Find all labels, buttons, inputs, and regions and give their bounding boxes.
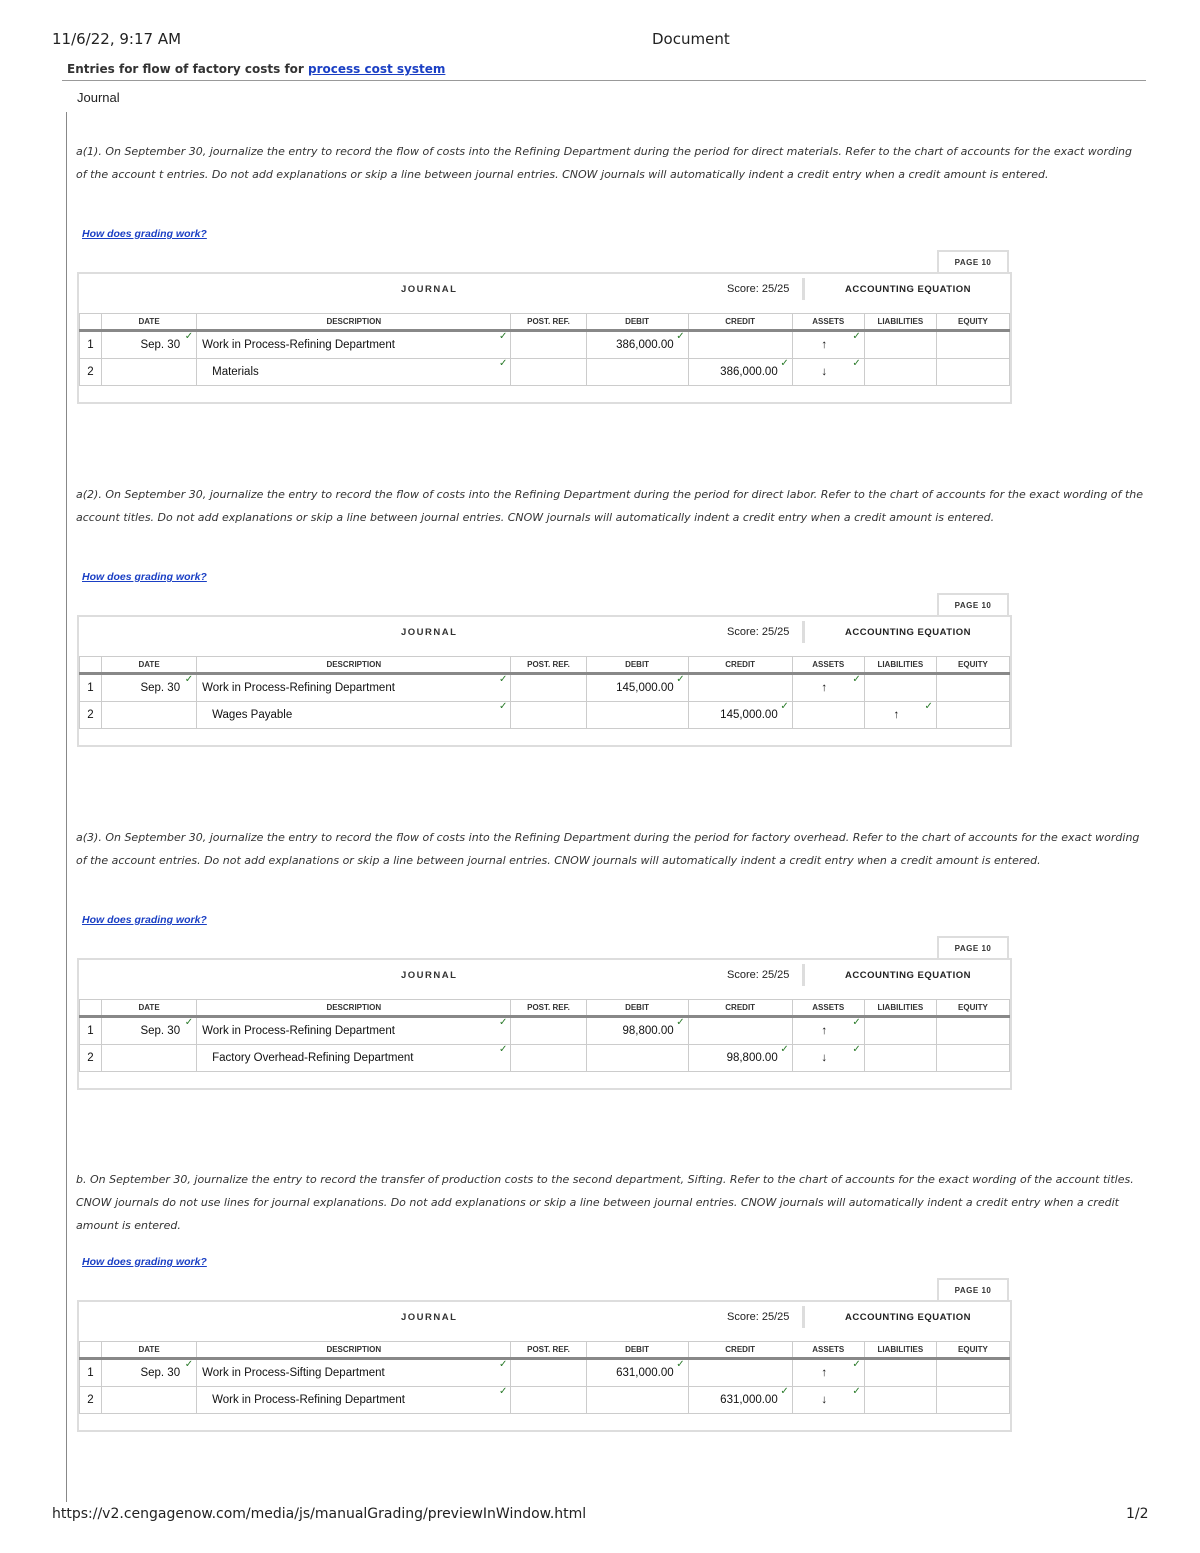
assets-cell[interactable]	[792, 1359, 864, 1387]
journal-title: JOURNAL	[401, 627, 458, 638]
correct-check-icon: ✓	[780, 701, 789, 712]
column-header-assets: ASSETS	[792, 657, 864, 674]
correct-check-icon: ✓	[924, 701, 933, 712]
description-cell[interactable]	[197, 1045, 511, 1072]
column-header-date: DATE	[102, 1342, 197, 1359]
equity-cell[interactable]	[936, 1045, 1009, 1072]
description-cell[interactable]	[197, 1017, 511, 1045]
correct-check-icon: ✓	[184, 674, 194, 685]
journal-title: JOURNAL	[401, 1312, 458, 1323]
column-header-date: DATE	[102, 1000, 197, 1017]
post-ref-cell[interactable]	[511, 331, 586, 359]
date-cell[interactable]	[102, 1045, 197, 1072]
page-url: https://v2.cengagenow.com/media/js/manualGrading/previewInWindow.html	[52, 1506, 587, 1522]
credit-cell[interactable]	[688, 1359, 792, 1387]
arrow-up-icon: ↑	[821, 1367, 828, 1379]
journal-row	[80, 1387, 1010, 1414]
credit-cell[interactable]	[688, 1387, 792, 1414]
description-cell-value: Factory Overhead-Refining Department	[212, 1052, 414, 1064]
correct-check-icon: ✓	[184, 331, 194, 342]
accounting-equation-title: ACCOUNTING EQUATION	[845, 970, 971, 981]
post-ref-cell[interactable]	[511, 1017, 586, 1045]
credit-cell[interactable]	[688, 1045, 792, 1072]
column-header-equity: EQUITY	[936, 1000, 1009, 1017]
date-cell[interactable]	[102, 1017, 197, 1045]
equity-cell[interactable]	[936, 674, 1009, 702]
journal-box	[77, 615, 1012, 747]
correct-check-icon: ✓	[499, 701, 508, 712]
description-cell[interactable]	[197, 1387, 511, 1414]
arrow-down-icon: ↓	[821, 1394, 828, 1406]
page-tab[interactable]: PAGE 10	[937, 593, 1009, 619]
correct-check-icon: ✓	[676, 331, 685, 342]
assets-cell[interactable]	[792, 702, 864, 729]
debit-cell[interactable]	[586, 1359, 688, 1387]
liabilities-cell[interactable]	[864, 359, 936, 386]
correct-check-icon: ✓	[499, 1044, 508, 1055]
assets-cell[interactable]	[792, 1017, 864, 1045]
correct-check-icon: ✓	[499, 1386, 508, 1397]
row-number-value: 1	[87, 1025, 94, 1037]
arrow-down-icon: ↓	[821, 1052, 828, 1064]
arrow-up-icon: ↑	[821, 1025, 828, 1037]
debit-cell[interactable]	[586, 1017, 688, 1045]
description-cell[interactable]	[197, 1359, 511, 1387]
assignment-title-prefix: Entries for flow of factory costs for	[67, 62, 309, 76]
equity-cell[interactable]	[936, 359, 1009, 386]
debit-cell[interactable]	[586, 331, 688, 359]
score-divider	[802, 621, 805, 643]
column-header-liabilities: LIABILITIES	[864, 657, 936, 674]
post-ref-cell[interactable]	[511, 1387, 586, 1414]
instruction-text: a(2). On September 30, journalize the entry to record the flow of costs into the Refining Department during the period for direct labor. Refer to the chart of accounts for the exact wording of the account titles. Do not add explanations or skip a line between journal entries. CNOW journals will automatically indent a credit entry when a credit amount is entered.	[76, 488, 1144, 524]
row-number-value: 1	[87, 682, 94, 694]
score-label: Score: 25/25	[727, 1311, 790, 1323]
arrow-up-icon: ↑	[821, 339, 828, 351]
journal-title: JOURNAL	[401, 970, 458, 981]
column-header-date: DATE	[102, 657, 197, 674]
correct-check-icon: ✓	[184, 1017, 194, 1028]
score-divider	[802, 1306, 805, 1328]
row-number-value: 1	[87, 339, 94, 351]
correct-check-icon: ✓	[499, 358, 508, 369]
correct-check-icon: ✓	[852, 1017, 861, 1028]
page-tab[interactable]: PAGE 10	[937, 936, 1009, 962]
liabilities-cell[interactable]	[864, 674, 936, 702]
page-tab[interactable]: PAGE 10	[937, 250, 1009, 276]
column-header-assets: ASSETS	[792, 1342, 864, 1359]
how-grading-link[interactable]: How does grading work?	[82, 571, 207, 583]
credit-cell-value: 386,000.00	[720, 366, 778, 378]
column-header-debit: DEBIT	[586, 657, 688, 674]
correct-check-icon: ✓	[184, 1359, 194, 1370]
assets-cell[interactable]	[792, 674, 864, 702]
column-header-debit: DEBIT	[586, 314, 688, 331]
column-header-row-number	[80, 314, 102, 331]
journal-table	[79, 999, 1010, 1072]
page-number: 1/2	[1126, 1506, 1149, 1522]
post-ref-cell[interactable]	[511, 359, 586, 386]
column-header-assets: ASSETS	[792, 1000, 864, 1017]
row-number-value: 2	[87, 709, 94, 721]
column-header-row-number	[80, 1000, 102, 1017]
column-header-credit: CREDIT	[688, 657, 792, 674]
row-number	[80, 674, 102, 702]
post-ref-cell[interactable]	[511, 1359, 586, 1387]
correct-check-icon: ✓	[852, 1359, 861, 1370]
document-title: Document	[652, 30, 730, 48]
column-header-credit: CREDIT	[688, 1342, 792, 1359]
description-cell-value: Materials	[212, 366, 259, 378]
score-label: Score: 25/25	[727, 283, 790, 295]
assets-cell[interactable]	[792, 1045, 864, 1072]
arrow-up-icon: ↑	[821, 682, 828, 694]
score-label: Score: 25/25	[727, 969, 790, 981]
credit-cell[interactable]	[688, 359, 792, 386]
description-cell-value: Wages Payable	[212, 709, 293, 721]
journal-box	[77, 958, 1012, 1090]
accounting-equation-title: ACCOUNTING EQUATION	[845, 627, 971, 638]
column-header-liabilities: LIABILITIES	[864, 1000, 936, 1017]
journal-row	[80, 702, 1010, 729]
date-cell[interactable]	[102, 1359, 197, 1387]
description-cell[interactable]	[197, 359, 511, 386]
column-header-debit: DEBIT	[586, 1342, 688, 1359]
page-tab[interactable]: PAGE 10	[937, 1278, 1009, 1304]
correct-check-icon: ✓	[852, 331, 861, 342]
assets-cell[interactable]	[792, 359, 864, 386]
correct-check-icon: ✓	[780, 358, 789, 369]
column-header-debit: DEBIT	[586, 1000, 688, 1017]
credit-cell-value: 145,000.00	[720, 709, 778, 721]
journal-row	[80, 331, 1010, 359]
title-divider	[62, 80, 1146, 81]
column-header-equity: EQUITY	[936, 657, 1009, 674]
correct-check-icon: ✓	[676, 1359, 685, 1370]
process-cost-system-link[interactable]: process cost system	[308, 62, 446, 76]
row-number	[80, 1359, 102, 1387]
arrow-up-icon: ↑	[893, 709, 900, 721]
score-divider	[802, 278, 805, 300]
print-datetime: 11/6/22, 9:17 AM	[52, 30, 182, 48]
journal-row	[80, 359, 1010, 386]
liabilities-cell[interactable]	[864, 1017, 936, 1045]
correct-check-icon: ✓	[852, 674, 861, 685]
column-header-equity: EQUITY	[936, 314, 1009, 331]
date-cell[interactable]	[102, 359, 197, 386]
row-number	[80, 1017, 102, 1045]
correct-check-icon: ✓	[852, 1044, 861, 1055]
journal-row	[80, 674, 1010, 702]
debit-cell-value: 386,000.00	[616, 339, 674, 351]
row-number-value: 2	[87, 366, 94, 378]
correct-check-icon: ✓	[499, 674, 508, 685]
date-cell-value: Sep. 30	[140, 339, 181, 351]
equity-cell[interactable]	[936, 702, 1009, 729]
correct-check-icon: ✓	[676, 1017, 685, 1028]
liabilities-cell[interactable]	[864, 1387, 936, 1414]
assignment-title	[67, 62, 445, 76]
journal-table	[79, 1341, 1010, 1414]
equity-cell[interactable]	[936, 331, 1009, 359]
correct-check-icon: ✓	[852, 1386, 861, 1397]
row-number	[80, 359, 102, 386]
column-header-post-ref: POST. REF.	[511, 657, 586, 674]
row-number-value: 2	[87, 1394, 94, 1406]
journal-box	[77, 1300, 1012, 1432]
instruction-text: a(3). On September 30, journalize the entry to record the flow of costs into the Refining Department during the period for factory overhead. Refer to the chart of accounts for the exact wording of the account entries. Do not add explanations or skip a line between journal entries. CNOW journals will automatically indent a credit entry when a credit amount is entered.	[76, 831, 1140, 867]
journal-section	[76, 140, 1146, 378]
how-grading-link[interactable]: How does grading work?	[82, 228, 207, 240]
column-header-description: DESCRIPTION	[197, 1000, 511, 1017]
debit-cell-value: 631,000.00	[616, 1367, 674, 1379]
debit-cell[interactable]	[586, 674, 688, 702]
column-header-post-ref: POST. REF.	[511, 314, 586, 331]
assets-cell[interactable]	[792, 331, 864, 359]
journal-table	[79, 313, 1010, 386]
content-left-rule	[66, 112, 67, 1502]
debit-cell-value: 98,800.00	[622, 1025, 674, 1037]
column-header-post-ref: POST. REF.	[511, 1342, 586, 1359]
date-cell-value: Sep. 30	[140, 682, 181, 694]
column-header-credit: CREDIT	[688, 314, 792, 331]
correct-check-icon: ✓	[499, 331, 508, 342]
column-header-liabilities: LIABILITIES	[864, 314, 936, 331]
credit-cell-value: 98,800.00	[726, 1052, 778, 1064]
liabilities-cell[interactable]	[864, 1359, 936, 1387]
credit-cell[interactable]	[688, 702, 792, 729]
debit-cell[interactable]	[586, 702, 688, 729]
journal-row	[80, 1045, 1010, 1072]
correct-check-icon: ✓	[780, 1386, 789, 1397]
row-number	[80, 1387, 102, 1414]
score-divider	[802, 964, 805, 986]
description-cell-value: Work in Process-Refining Department	[202, 339, 395, 351]
date-cell[interactable]	[102, 702, 197, 729]
correct-check-icon: ✓	[499, 1359, 508, 1370]
credit-cell-value: 631,000.00	[720, 1394, 778, 1406]
column-header-row-number	[80, 1342, 102, 1359]
date-cell[interactable]	[102, 1387, 197, 1414]
debit-cell[interactable]	[586, 359, 688, 386]
how-grading-link[interactable]: How does grading work?	[82, 914, 207, 926]
journal-label: Journal	[77, 90, 120, 105]
date-cell[interactable]	[102, 674, 197, 702]
column-header-post-ref: POST. REF.	[511, 1000, 586, 1017]
journal-box	[77, 272, 1012, 404]
journal-section	[76, 826, 1146, 1064]
equity-cell[interactable]	[936, 1359, 1009, 1387]
row-number	[80, 1045, 102, 1072]
journal-table	[79, 656, 1010, 729]
correct-check-icon: ✓	[780, 1044, 789, 1055]
date-cell-value: Sep. 30	[140, 1025, 181, 1037]
description-cell-value: Work in Process-Refining Department	[202, 1025, 395, 1037]
credit-cell[interactable]	[688, 1017, 792, 1045]
credit-cell[interactable]	[688, 674, 792, 702]
post-ref-cell[interactable]	[511, 1045, 586, 1072]
column-header-description: DESCRIPTION	[197, 657, 511, 674]
date-cell-value: Sep. 30	[140, 1367, 181, 1379]
instruction-text: a(1). On September 30, journalize the entry to record the flow of costs into the Refining Department during the period for direct materials. Refer to the chart of accounts for the exact wording of the account t entries. Do not add explanations or skip a line between journal entries. CNOW journals will automatically indent a credit entry when a credit amount is entered.	[76, 145, 1133, 181]
row-number	[80, 331, 102, 359]
journal-section	[76, 1168, 1146, 1406]
row-number	[80, 702, 102, 729]
column-header-credit: CREDIT	[688, 1000, 792, 1017]
debit-cell[interactable]	[586, 1387, 688, 1414]
row-number-value: 2	[87, 1052, 94, 1064]
equity-cell[interactable]	[936, 1017, 1009, 1045]
description-cell-value: Work in Process-Refining Department	[202, 682, 395, 694]
journal-section	[76, 483, 1146, 721]
correct-check-icon: ✓	[676, 674, 685, 685]
journal-title: JOURNAL	[401, 284, 458, 295]
row-number-value: 1	[87, 1367, 94, 1379]
liabilities-cell[interactable]	[864, 331, 936, 359]
arrow-down-icon: ↓	[821, 366, 828, 378]
correct-check-icon: ✓	[852, 358, 861, 369]
liabilities-cell[interactable]	[864, 702, 936, 729]
credit-cell[interactable]	[688, 331, 792, 359]
column-header-row-number	[80, 657, 102, 674]
column-header-description: DESCRIPTION	[197, 314, 511, 331]
journal-row	[80, 1017, 1010, 1045]
post-ref-cell[interactable]	[511, 702, 586, 729]
column-header-description: DESCRIPTION	[197, 1342, 511, 1359]
description-cell[interactable]	[197, 702, 511, 729]
equity-cell[interactable]	[936, 1387, 1009, 1414]
description-cell[interactable]	[197, 331, 511, 359]
column-header-assets: ASSETS	[792, 314, 864, 331]
how-grading-link[interactable]: How does grading work?	[82, 1256, 207, 1268]
post-ref-cell[interactable]	[511, 674, 586, 702]
liabilities-cell[interactable]	[864, 1045, 936, 1072]
column-header-date: DATE	[102, 314, 197, 331]
debit-cell[interactable]	[586, 1045, 688, 1072]
column-header-equity: EQUITY	[936, 1342, 1009, 1359]
correct-check-icon: ✓	[499, 1017, 508, 1028]
description-cell-value: Work in Process-Sifting Department	[202, 1367, 385, 1379]
accounting-equation-title: ACCOUNTING EQUATION	[845, 284, 971, 295]
description-cell-value: Work in Process-Refining Department	[212, 1394, 405, 1406]
assets-cell[interactable]	[792, 1387, 864, 1414]
score-label: Score: 25/25	[727, 626, 790, 638]
instruction-text: b. On September 30, journalize the entry to record the transfer of production costs to the second department, Sifting. Refer to the chart of accounts for the exact wording of the account titles. CNOW journals do not use lines for journal explanations. Do not add explanations or skip a line between journal entries. CNOW journals will automatically indent a credit entry when a credit amount is entered.	[76, 1173, 1134, 1232]
column-header-liabilities: LIABILITIES	[864, 1342, 936, 1359]
journal-row	[80, 1359, 1010, 1387]
accounting-equation-title: ACCOUNTING EQUATION	[845, 1312, 971, 1323]
debit-cell-value: 145,000.00	[616, 682, 674, 694]
date-cell[interactable]	[102, 331, 197, 359]
description-cell[interactable]	[197, 674, 511, 702]
